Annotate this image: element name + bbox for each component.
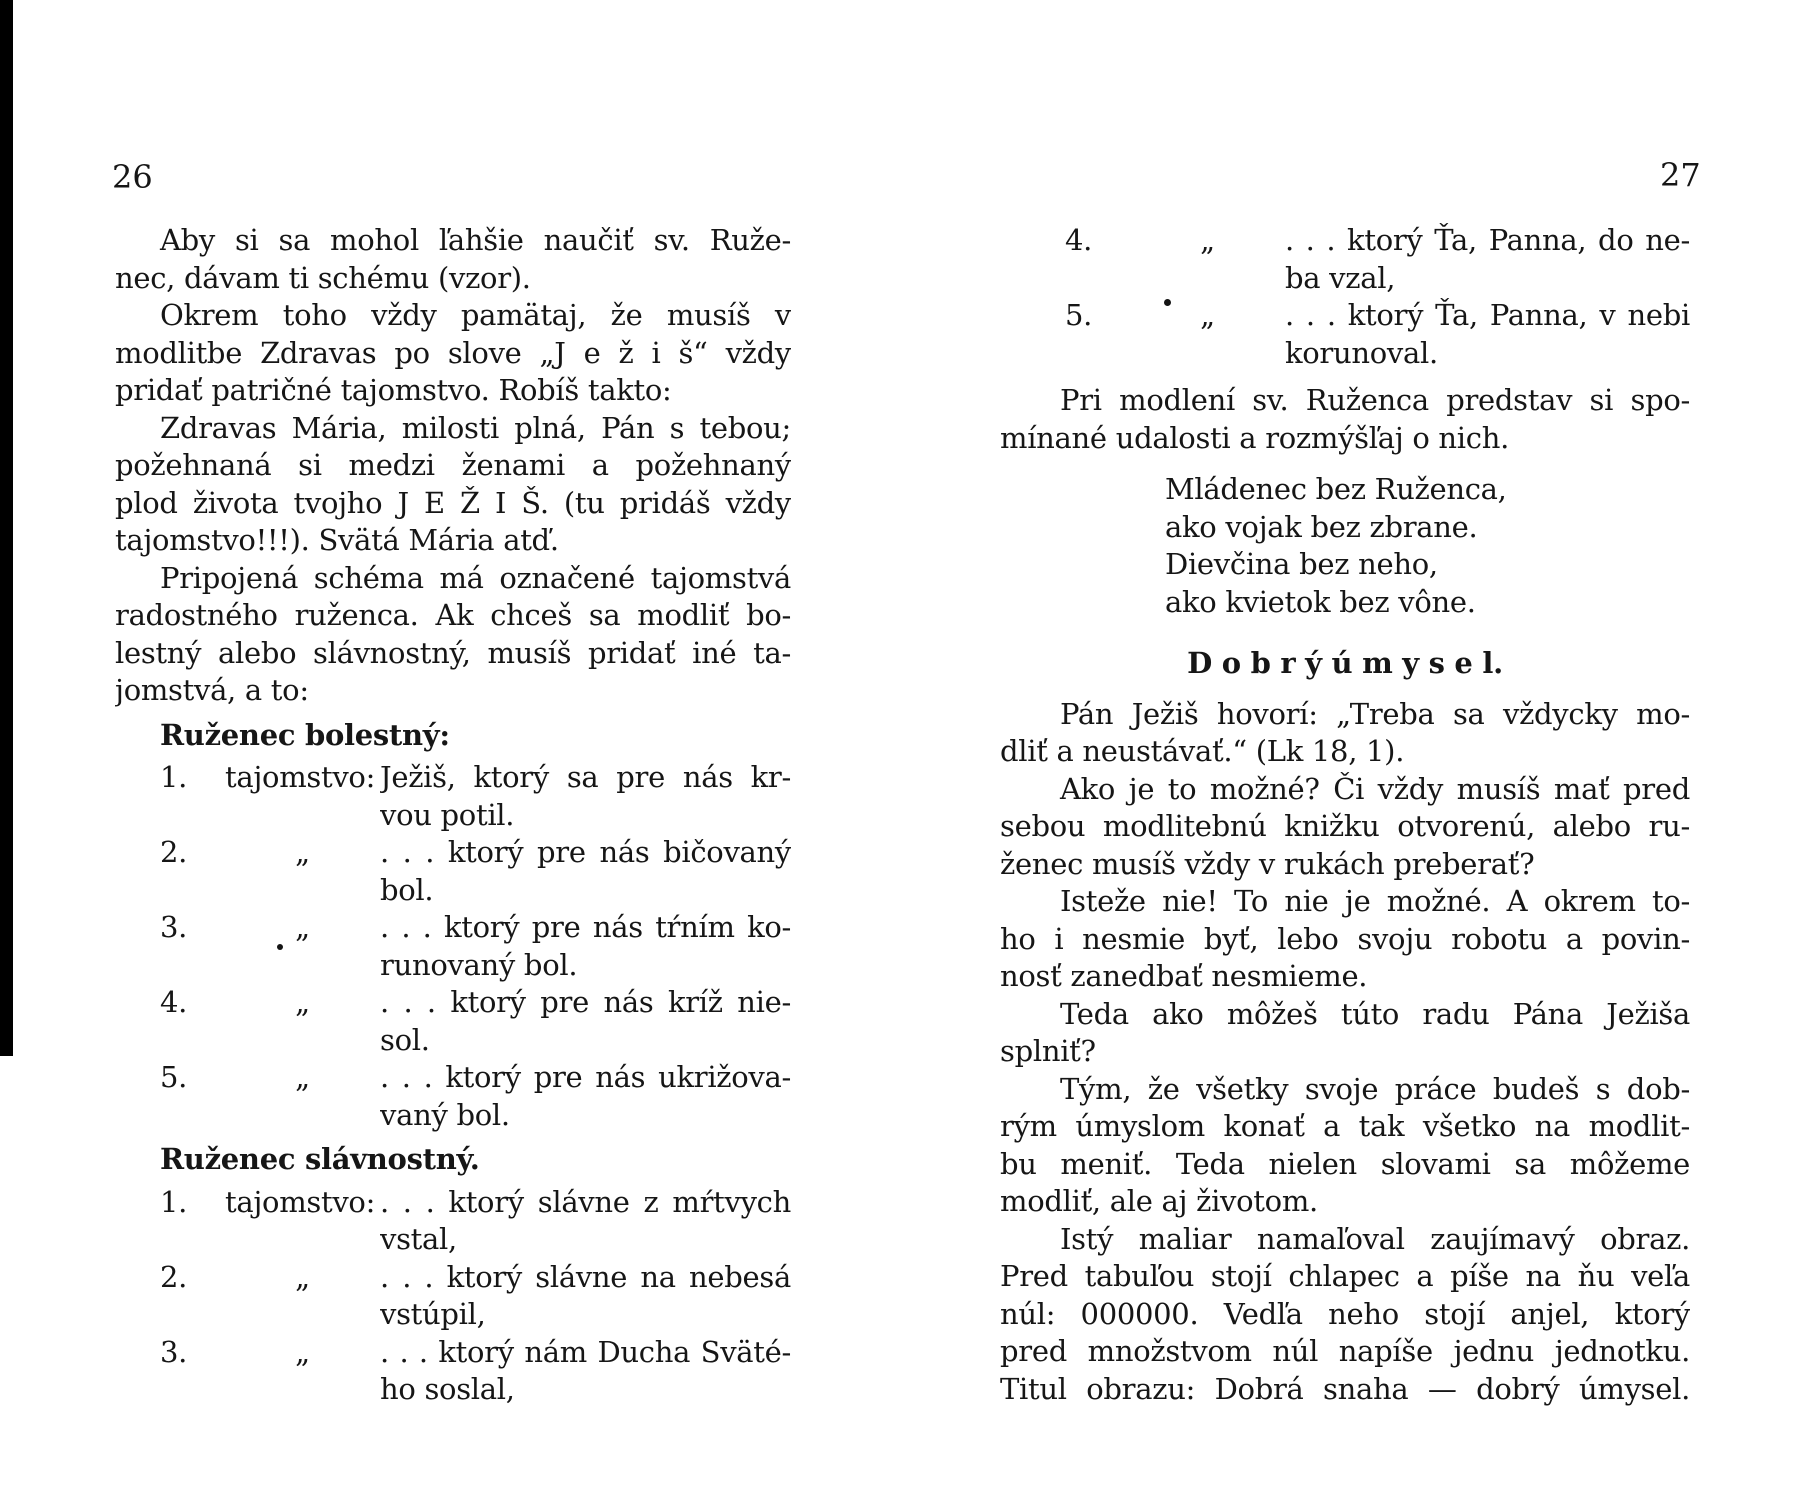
text-line: Pred tabuľou stojí chlapec a píše na ňu veľa (1000, 1259, 1690, 1293)
item-number: 2. (160, 835, 188, 869)
item-number: 4. (1065, 223, 1093, 257)
mystery-list-item (115, 834, 791, 909)
text-line: lestný alebo slávnostný, musíš pridať iné ta- (115, 635, 791, 670)
text-line: ba vzal, (1285, 260, 1396, 295)
page-number-left: 26 (112, 158, 153, 196)
text-line: vstúpil, (380, 1297, 486, 1331)
print-speck (1164, 299, 1171, 306)
item-number: 5. (1065, 298, 1093, 332)
text-line: modlitbe Zdravas po slove „J e ž i š“ vždy (115, 335, 791, 370)
section-heading-sorrowful-rosary: Ruženec bolestný: (160, 717, 450, 752)
verse-block (1000, 471, 1690, 621)
text-line: . . . ktorý pre nás bičovaný (380, 835, 791, 869)
text-line: Aby si sa mohol ľahšie naučiť sv. Ruže- (160, 223, 791, 257)
ditto-mark: „ (295, 835, 310, 869)
item-number: 2. (160, 1259, 188, 1294)
item-text (1285, 297, 1690, 372)
text-line: pridať patričné tajomstvo. Robíš takto: (115, 373, 672, 407)
verse-line: ako vojak bez zbrane. (1165, 509, 1478, 544)
item-text (380, 759, 791, 834)
ditto-mark: „ (295, 910, 310, 944)
paragraph (1000, 883, 1690, 996)
text-line: sol. (380, 1022, 430, 1057)
mystery-list-item (115, 1184, 791, 1259)
text-line: Ako je to možné? Či vždy musíš mať pred (1060, 771, 1690, 806)
text-line: núl: 000000. Vedľa neho stojí anjel, ktorý (1000, 1296, 1690, 1331)
text-line: vou potil. (380, 797, 515, 832)
text-line: ho i nesmie byť, lebo svoju robotu a povin- (1000, 921, 1690, 956)
item-text (380, 984, 791, 1059)
text-line: bu meniť. Teda nielen slovami sa môžeme (1000, 1146, 1690, 1181)
text-line: Okrem toho vždy pamätaj, že musíš v (160, 298, 791, 332)
left-page-column (115, 222, 791, 1409)
text-line: vaný bol. (380, 1097, 510, 1132)
mystery-list-item (115, 1259, 791, 1334)
ditto-mark: „ (1200, 223, 1215, 257)
ditto-mark: „ (295, 1060, 310, 1094)
text-line: . . . ktorý slávne z mŕtvych (380, 1184, 791, 1219)
verse-line: ako kvietok bez vône. (1165, 584, 1476, 619)
ditto-mark: „ (295, 1259, 310, 1294)
text-line: modliť, ale aj životom. (1000, 1184, 1318, 1218)
text-line: Istý maliar namaľoval zaujímavý obraz. (1060, 1221, 1690, 1256)
paragraph (1000, 382, 1690, 457)
paragraph (115, 410, 791, 560)
text-line: splniť? (1000, 1034, 1096, 1068)
paragraph (1000, 1221, 1690, 1409)
text-line: runovaný bol. (380, 947, 578, 982)
text-line: . . . ktorý Ťa, Panna, v nebi (1285, 298, 1690, 332)
mystery-list-item (115, 1059, 791, 1134)
paragraph (1000, 1071, 1690, 1221)
ditto-mark: „ (295, 1334, 310, 1369)
text-line: sebou modlitebnú knižku otvorenú, alebo ru- (1000, 809, 1690, 843)
print-speck (277, 944, 283, 950)
item-number: 1. (160, 760, 188, 794)
item-number: 1. (160, 1184, 188, 1219)
text-line: Pri modlení sv. Ruženca predstav si spo- (1060, 383, 1690, 417)
text-line: ho soslal, (380, 1372, 515, 1406)
text-line: bol. (380, 872, 434, 907)
text-line: tajomstvo!!!). Svätá Mária atď. (115, 523, 559, 557)
item-label: tajomstvo: (225, 1184, 376, 1219)
text-line: mínané udalosti a rozmýšľaj o nich. (1000, 420, 1510, 455)
text-line: jomstvá, a to: (115, 673, 309, 707)
item-text (380, 1184, 791, 1259)
text-line: . . . ktorý slávne na nebesá (380, 1259, 791, 1294)
text-line: plod života tvojho J E Ž I Š. (tu pridáš vždy (115, 485, 791, 520)
text-line: ženec musíš vždy v rukách preberať? (1000, 846, 1535, 881)
item-number: 3. (160, 1334, 188, 1369)
paragraph (1000, 696, 1690, 771)
paragraph (115, 297, 791, 410)
text-line: Pán Ježiš hovorí: „Treba sa vždycky mo- (1060, 696, 1690, 731)
item-number: 4. (160, 985, 188, 1019)
text-line: . . . ktorý Ťa, Panna, do ne- (1285, 223, 1690, 257)
text-line: Isteže nie! To nie je možné. A okrem to- (1060, 884, 1690, 918)
text-line: Pripojená schéma má označené tajomstvá (160, 560, 791, 595)
item-text (380, 834, 791, 909)
text-line: požehnaná si medzi ženami a požehnaný (115, 448, 791, 482)
text-line: Titul obrazu: Dobrá snaha — dobrý úmysel. (1000, 1371, 1690, 1406)
text-line: . . . ktorý pre nás kríž nie- (380, 985, 791, 1019)
mystery-list-item (115, 984, 791, 1059)
mystery-list-item (115, 909, 791, 984)
text-line: Tým, že všetky svoje práce budeš s dob- (1060, 1071, 1690, 1106)
text-line: . . . ktorý pre nás tŕním ko- (380, 910, 791, 944)
ditto-mark: „ (295, 985, 310, 1019)
text-line: nosť zanedbať nesmieme. (1000, 959, 1368, 993)
mystery-list-item (1000, 222, 1690, 297)
text-line: vstal, (380, 1222, 457, 1256)
mystery-list-item (115, 759, 791, 834)
right-page-column (1000, 222, 1690, 1408)
item-text (380, 1259, 791, 1334)
text-line: rým úmyslom konať a tak všetko na modlit- (1000, 1109, 1690, 1143)
ditto-mark: „ (1200, 298, 1215, 332)
page-number-right: 27 (1660, 156, 1701, 194)
section-heading-glorious-rosary: Ruženec slávnostný. (160, 1142, 480, 1176)
text-line: Teda ako môžeš túto radu Pána Ježiša (1060, 996, 1690, 1031)
text-line: nec, dávam ti schému (vzor). (115, 260, 531, 295)
verse-line: Dievčina bez neho, (1165, 547, 1438, 581)
text-line: pred množstvom núl napíše jednu jednotku. (1000, 1334, 1690, 1368)
text-line: dliť a neustávať.“ (Lk 18, 1). (1000, 734, 1405, 768)
text-line: Ježiš, ktorý sa pre nás kr- (380, 760, 791, 794)
mystery-list-item (115, 1334, 791, 1409)
text-line: . . . ktorý nám Ducha Sväté- (380, 1334, 791, 1369)
text-line: korunoval. (1285, 335, 1438, 370)
mystery-list-item (1000, 297, 1690, 372)
paragraph (1000, 771, 1690, 884)
item-text (380, 1334, 791, 1409)
paragraph (1000, 996, 1690, 1071)
scan-edge-shadow (0, 0, 13, 1056)
paragraph (115, 560, 791, 710)
item-text (380, 1059, 791, 1134)
item-label: tajomstvo: (225, 760, 376, 794)
item-text (380, 909, 791, 984)
item-number: 3. (160, 910, 188, 944)
text-line: Zdravas Mária, milosti plná, Pán s tebou; (160, 410, 791, 445)
text-line: . . . ktorý pre nás ukrižova- (380, 1060, 791, 1094)
paragraph (115, 222, 791, 297)
text-line: radostného ruženca. Ak chceš sa modliť bo- (115, 598, 791, 632)
item-text (1285, 222, 1690, 297)
item-number: 5. (160, 1060, 188, 1094)
verse-line: Mládenec bez Ruženca, (1165, 472, 1507, 506)
section-heading-good-intention: D o b r ý ú m y s e l. (1187, 646, 1503, 680)
